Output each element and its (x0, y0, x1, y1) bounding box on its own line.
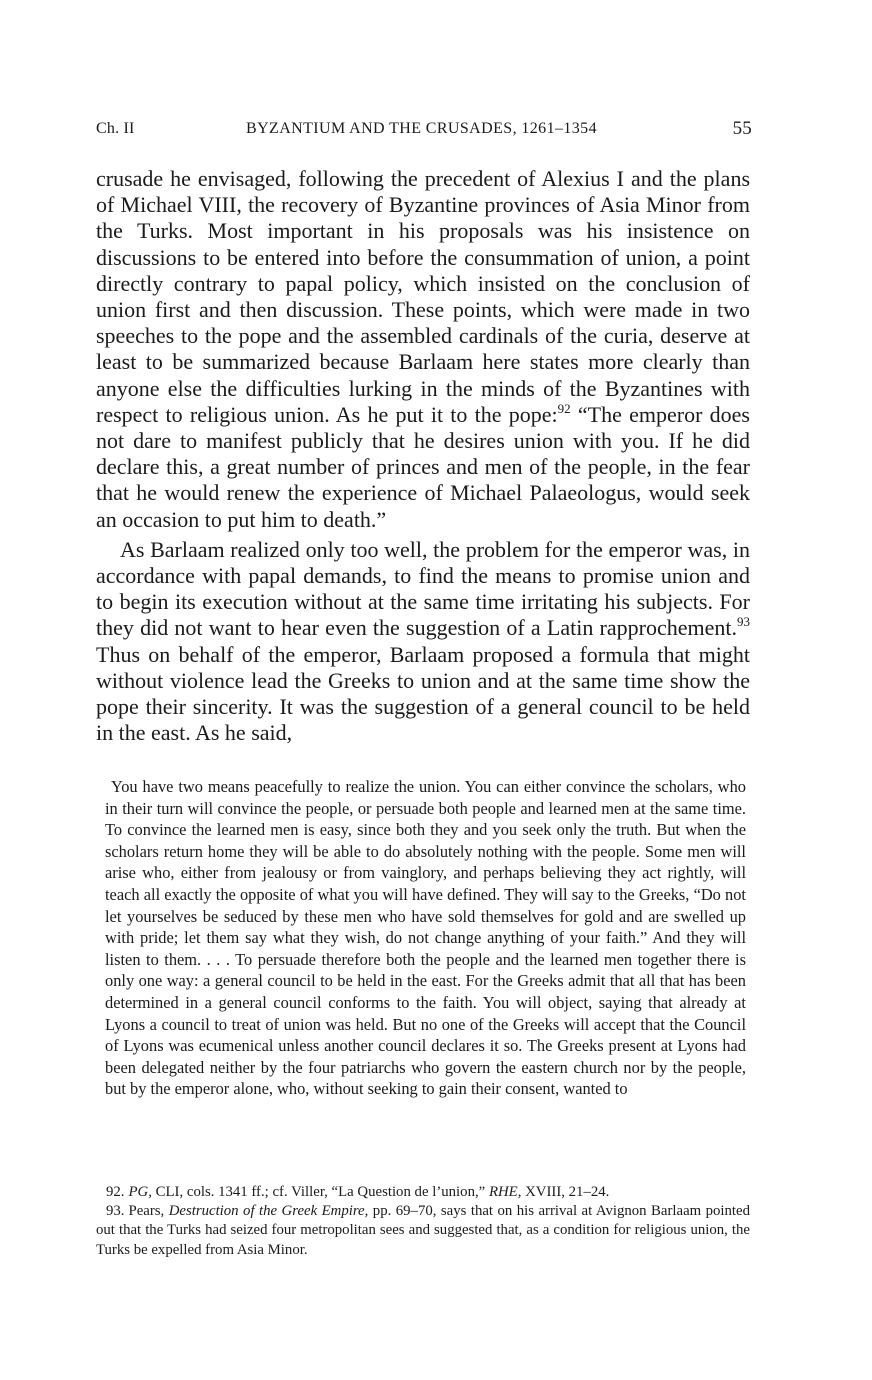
paragraph-2 (96, 537, 750, 747)
footnote-92-number: 92. (106, 1184, 125, 1200)
footnote-92-text-1: CLI, cols. 1341 ff.; cf. Viller, “La Question de l’union,” (151, 1184, 489, 1200)
footnote-92-text-2: XVIII, 21–24. (521, 1184, 610, 1200)
paragraph-1-text-a: crusade he envisaged, following the precedent of Alexius I and the plans of Michael VIII, the recovery of Byzantine provinces of Asia Minor from the Turks. Most important in his proposals was his insistence on discussions to be entered into before the consummation of union, a point directly contrary to papal policy, which insisted on the conclusion of union first and then discussion. These points, which were made in two speeches to the pope and the assembled cardinals of the curia, deserve at least to be summarized because Barlaam here states more clearly than anyone else the difficulties lurking in the minds of the Byzantines with respect to religious union. As he put it to the pope: (96, 166, 750, 427)
footnote-93-italic-1: Destruction of the Greek Empire, (168, 1203, 369, 1220)
footnote-ref-93: 93 (737, 614, 750, 630)
footnote-ref-92: 92 (557, 400, 571, 416)
chapter-label: Ch. II (96, 120, 135, 137)
block-quote-text: You have two means peacefully to realize the union. You can either convince the scholars, who in their turn will convince the people, or persuade both people and learned men at the same time. To convince the learned men is easy, since both they and you seek only the truth. But when the scholars return home they will be able to do absolutely nothing with the people. Some men will arise who, either from jealousy or from vainglory, and perhaps believing they act rightly, will teach all exactly the opposite of what you will have defined. They will say to the Greeks, “Do not let yourselves be seduced by these men who have sold themselves for gold and are swelled up with pride; let them say what they wish, do not change anything of your faith.” And they will listen to them. . . . To persuade therefore both the people and the learned men together there is only one way: a general council to be held in the east. For the Greeks admit that all that has been determined in a general council conforms to the faith. You will object, saying that already at Lyons a council to treat of union was held. But no one of the Greeks will accept that the Council of Lyons was ecumenical unless another council declares it so. The Greeks present at Lyons had been delegated neither by the four patriarchs who govern the eastern church nor by the people, but by the emperor alone, who, without seeking to gain their consent, wanted to (105, 777, 746, 1099)
footnote-92-italic-1: PG, (128, 1184, 152, 1200)
footnote-93 (96, 1202, 750, 1260)
paragraph-2-text-a: As Barlaam realized only too well, the problem for the emperor was, in accordance with papal demands, to find the means to promise union and to begin its execution without at the same time irritating his subjects. For they did not want to hear even the suggestion of a Latin rapprochement. (96, 536, 750, 641)
footnotes (96, 1183, 750, 1260)
running-title: BYZANTIUM AND THE CRUSADES, 1261–1354 (246, 120, 597, 137)
footnote-93-text-2: pp. 69–70, says that on his arrival at Avignon Barlaam pointed out that the Turks had seized four metropolitan sees and suggested that, as a condition for religious union, the Turks be expelled from Asia Minor. (96, 1203, 750, 1258)
footnote-93-text-1: Pears, (128, 1203, 169, 1220)
footnote-92-italic-2: RHE, (488, 1184, 522, 1200)
block-quote (105, 776, 746, 1100)
paragraph-1 (96, 166, 750, 533)
page-number: 55 (732, 118, 752, 139)
paragraph-2-text-b: Thus on behalf of the emperor, Barlaam proposed a formula that might without violence lead the Greeks to union and at the same time show the pope their sincerity. It was the suggestion of a general council to be held in the east. As he said, (96, 641, 750, 746)
footnote-93-number: 93. (106, 1203, 125, 1220)
running-head (96, 120, 752, 144)
main-text (96, 166, 750, 746)
footnote-92 (96, 1183, 750, 1202)
paragraph-1-text-b: “The emperor does not dare to manifest publicly that he desires union with you. If he did declare this, a great number of princes and men of the people, in the fear that he would renew the experience of Michael Palaeologus, would seek an occasion to put him to death.” (96, 401, 750, 532)
